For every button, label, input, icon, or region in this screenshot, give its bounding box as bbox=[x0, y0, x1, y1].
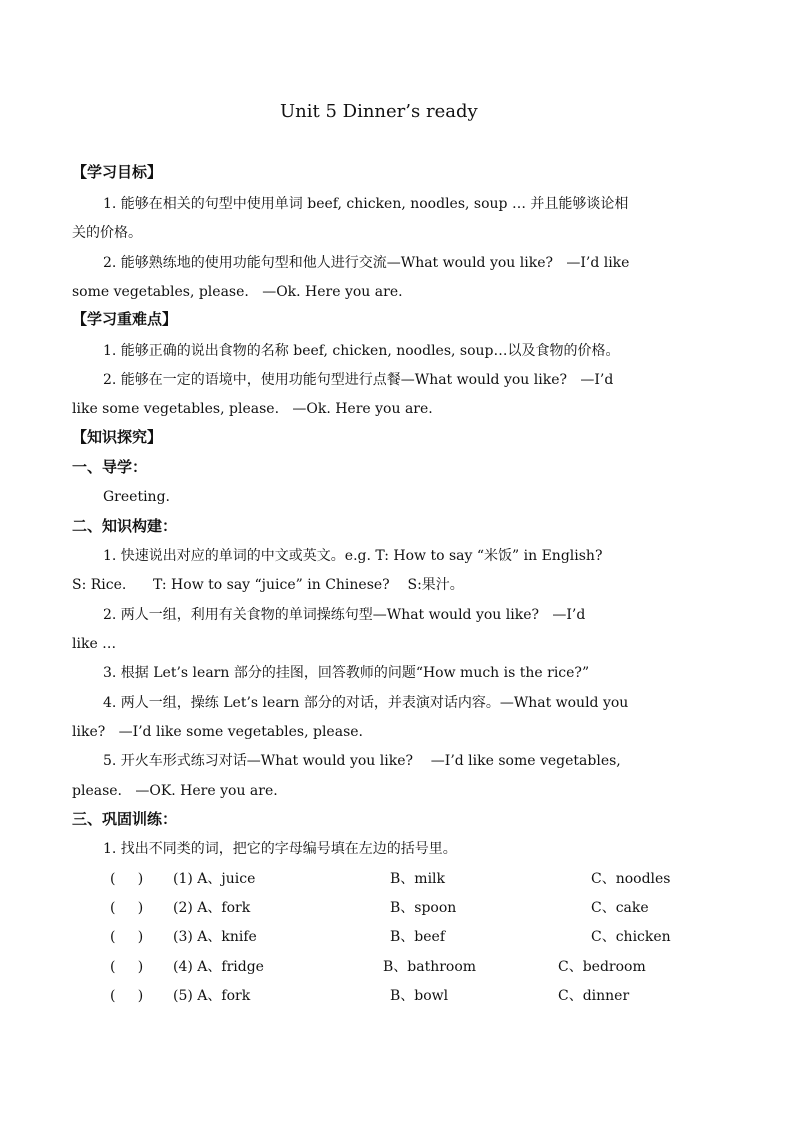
exercise-option-b: B、spoon bbox=[390, 900, 457, 916]
answer-blank[interactable]: ( ) bbox=[110, 929, 144, 945]
exercise-option-b: B、bathroom bbox=[383, 959, 477, 975]
explore-heading: 【知识探究】 bbox=[72, 428, 163, 446]
goals-heading: 【学习目标】 bbox=[72, 163, 163, 181]
exercise-option-a: (5) A、fork bbox=[173, 988, 251, 1004]
section-2-item-4-line-2: like? —I’d like some vegetables, please. bbox=[72, 724, 363, 740]
exercise-option-b: B、beef bbox=[390, 929, 446, 945]
goals-item-1-line-2: 关的价格。 bbox=[72, 225, 142, 241]
section-3-item-1: 1. 找出不同类的词，把它的字母编号填在左边的括号里。 bbox=[103, 841, 457, 857]
page-title: Unit 5 Dinner’s ready bbox=[280, 101, 478, 122]
section-2-item-2-line-1: 2. 两人一组，利用有关食物的单词操练句型—What would you like? —I’d bbox=[103, 607, 586, 623]
exercise-option-b: B、bowl bbox=[390, 988, 449, 1004]
answer-blank[interactable]: ( ) bbox=[110, 959, 144, 975]
exercise-option-a: (3) A、knife bbox=[173, 929, 257, 945]
exercise-option-c: C、noodles bbox=[591, 871, 671, 887]
exercise-option-a: (2) A、fork bbox=[173, 900, 251, 916]
exercise-option-c: C、chicken bbox=[591, 929, 671, 945]
key-points-item-2-line-2: like some vegetables, please. —Ok. Here you are. bbox=[72, 401, 433, 417]
section-2-item-4-line-1: 4. 两人一组，操练 Let’s learn 部分的对话，并表演对话内容。—What would you bbox=[103, 695, 629, 711]
section-2-heading: 二、知识构建： bbox=[72, 517, 178, 535]
key-points-item-2-line-1: 2. 能够在一定的语境中，使用功能句型进行点餐—What would you like? —I’d bbox=[103, 372, 614, 388]
goals-item-2-line-2: some vegetables, please. —Ok. Here you are. bbox=[72, 284, 403, 300]
section-2-item-1-line-1: 1. 快速说出对应的单词的中文或英文。e.g. T: How to say “米饭” in English? bbox=[103, 548, 603, 564]
key-points-item-1: 1. 能够正确的说出食物的名称 beef, chicken, noodles, soup…以及食物的价格。 bbox=[103, 343, 620, 359]
section-2-item-3: 3. 根据 Let’s learn 部分的挂图，回答教师的问题“How much is the rice?” bbox=[103, 665, 590, 681]
goals-item-1-line-1: 1. 能够在相关的句型中使用单词 beef, chicken, noodles, soup … 并且能够谈论相 bbox=[103, 196, 629, 212]
section-2-item-2-line-2: like … bbox=[72, 636, 117, 652]
exercise-option-a: (4) A、fridge bbox=[173, 959, 264, 975]
section-2-item-5-line-1: 5. 开火车形式练习对话—What would you like? —I’d like some vegetables, bbox=[103, 753, 621, 769]
section-1-heading: 一、导学： bbox=[72, 458, 148, 476]
section-2-item-5-line-2: please. —OK. Here you are. bbox=[72, 783, 278, 799]
exercise-option-b: B、milk bbox=[390, 871, 446, 887]
answer-blank[interactable]: ( ) bbox=[110, 988, 144, 1004]
section-1-text: Greeting. bbox=[103, 489, 170, 505]
answer-blank[interactable]: ( ) bbox=[110, 900, 144, 916]
goals-item-2-line-1: 2. 能够熟练地的使用功能句型和他人进行交流—What would you like? —I’d like bbox=[103, 255, 630, 271]
section-2-item-1-line-2: S: Rice. T: How to say “juice” in Chinese? S:果汁。 bbox=[72, 577, 464, 593]
answer-blank[interactable]: ( ) bbox=[110, 871, 144, 887]
exercise-option-c: C、dinner bbox=[558, 988, 630, 1004]
exercise-option-a: (1) A、juice bbox=[173, 871, 256, 887]
exercise-option-c: C、bedroom bbox=[558, 959, 646, 975]
exercise-option-c: C、cake bbox=[591, 900, 649, 916]
key-points-heading: 【学习重难点】 bbox=[72, 310, 178, 328]
section-3-heading: 三、巩固训练： bbox=[72, 810, 178, 828]
